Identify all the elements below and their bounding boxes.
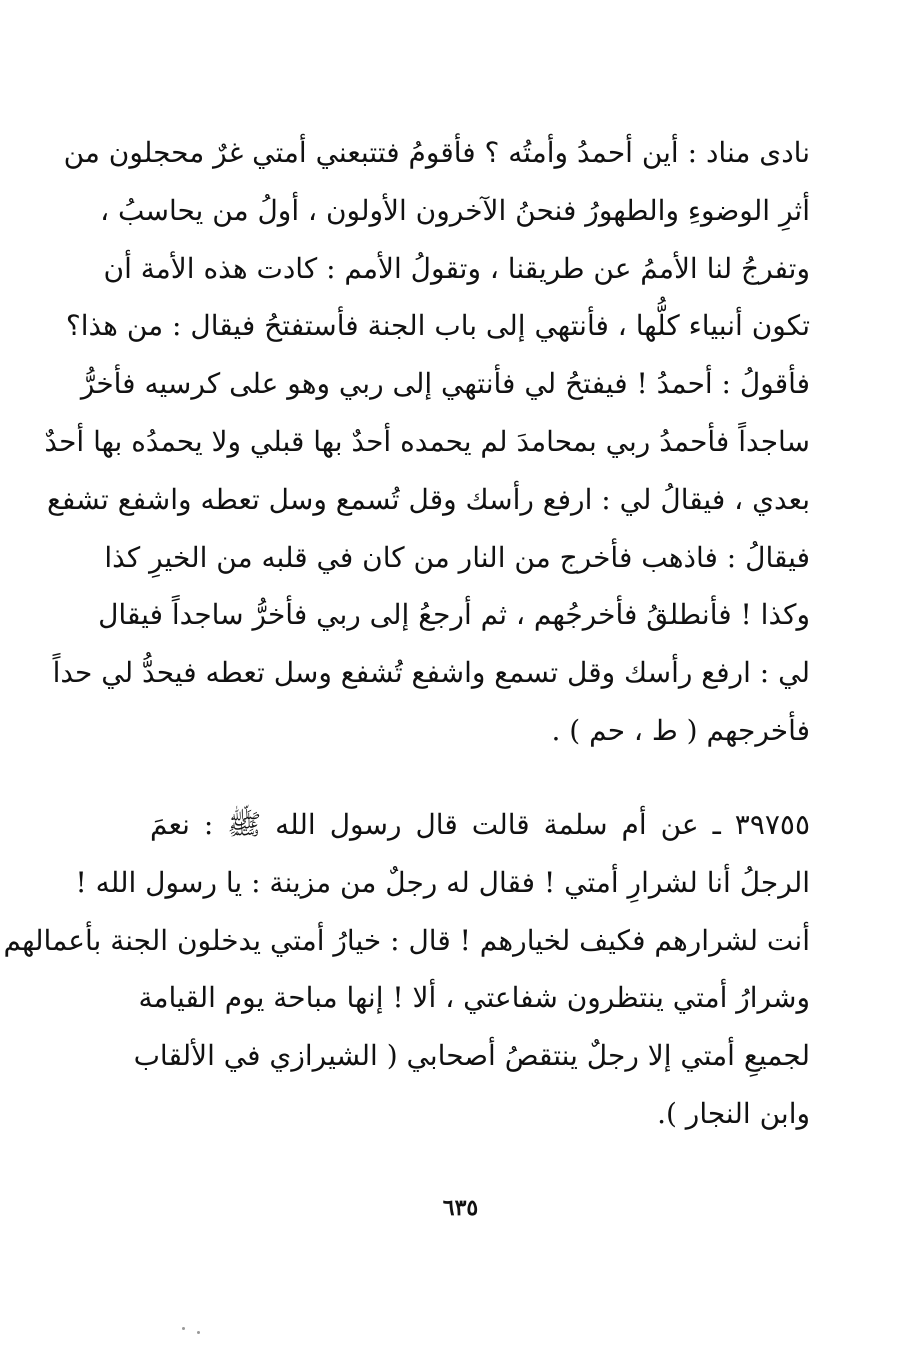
text-line: وشرارُ أمتي ينتظرون شفاعتي ، ألا ! إنها مباحة يوم القيامة: [138, 981, 810, 1015]
text-line: أثرِ الوضوءِ والطهورُ فنحنُ الآخرون الأولون ، أولُ من يحاسبُ ،: [100, 193, 810, 227]
text-line: لجميعِ أمتي إلا رجلٌ ينتقصُ أصحابي ( الشيرازي في الألقاب: [133, 1039, 810, 1073]
text-line: وكذا ! فأنطلقُ فأخرجُهم ، ثم أرجعُ إلى ربي فأخرُّ ساجداً فيقال: [98, 598, 810, 632]
text-line: وابن النجار ).: [657, 1096, 810, 1130]
text-line: فأقولُ : أحمدُ ! فيفتحُ لي فأنتهي إلى ربي وهو على كرسيه فأخرُّ: [80, 367, 810, 401]
scan-speck: [197, 1331, 200, 1334]
text-line: ٣٩٧٥٥ ـ عن أم سلمة قالت قال رسول الله ﷺ : نعمَ: [150, 808, 810, 841]
text-line: بعدي ، فيقالُ لي : ارفع رأسك وقل تُسمع وسل تعطه واشفع تشفع: [47, 482, 810, 516]
text-line: وتفرجُ لنا الأممُ عن طريقنا ، وتقولُ الأمم : كادت هذه الأمة أن: [103, 251, 810, 285]
text-line: نادى مناد : أين أحمدُ وأمتُه ؟ فأقومُ فتتبعني أمتي غرٌ محجلون من: [63, 136, 810, 169]
scan-speck: [182, 1327, 185, 1330]
text-line: لي : ارفع رأسك وقل تسمع واشفع تُشفع وسل تعطه فيحدُّ لي حداً: [52, 656, 810, 690]
text-line: تكون أنبياء كلُّها ، فأنتهي إلى باب الجنة فأستفتحُ فيقال : من هذا؟: [65, 309, 810, 343]
text-line: أنت لشرارهم فكيف لخيارهم ! قال : خيارُ أمتي يدخلون الجنة بأعمالهم: [3, 923, 810, 957]
page-number: ٦٣٥: [442, 1195, 479, 1221]
text-line: فأخرجهم ( ط ، حم ) .: [551, 713, 810, 747]
paragraph-hadith-intercession: [44, 124, 810, 760]
paragraph-hadith-39755: [3, 796, 810, 1143]
text-line: الرجلُ أنا لشرارِ أمتي ! فقال له رجلٌ من مزينة : يا رسول الله !: [75, 865, 810, 899]
text-line: فيقالُ : فاذهب فأخرج من النار من كان في قلبه من الخيرِ كذا: [104, 540, 810, 574]
text-line: ساجداً فأحمدُ ربي بمحامدَ لم يحمده أحدٌ بها قبلي ولا يحمدُه بها أحدٌ: [44, 424, 810, 458]
